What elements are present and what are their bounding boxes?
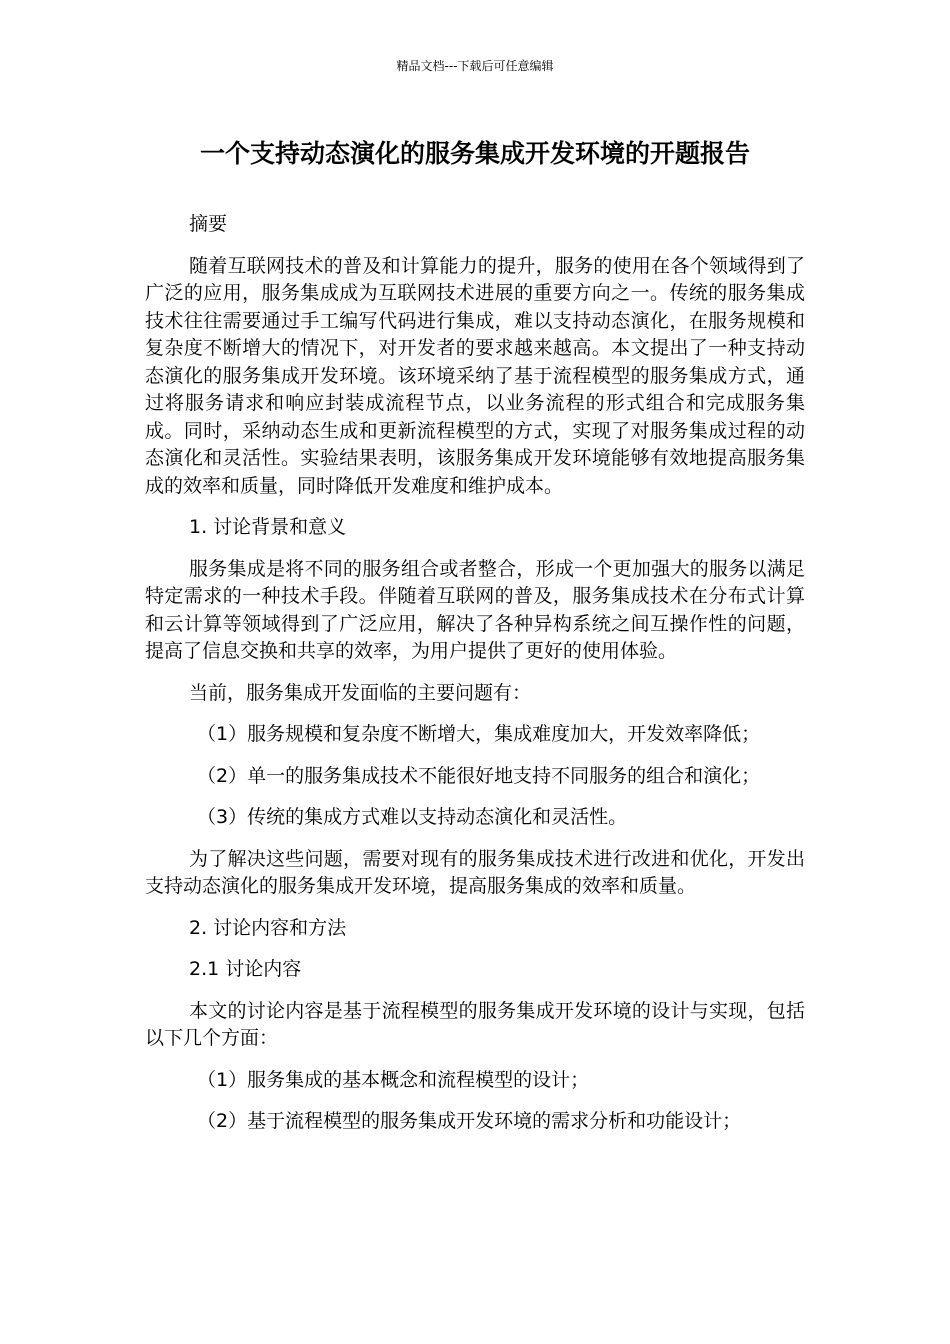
page-header-note: 精品文档---下载后可任意编辑 <box>396 59 554 73</box>
list-item: （2）基于流程模型的服务集成开发环境的需求分析和功能设计； <box>197 1110 742 1132</box>
body-paragraph: 随着互联网技术的普及和计算能力的提升，服务的使用在各个领域得到了广泛的应用，服务集成成为互联网技术进展的重要方向之一。传统的服务集成技术往往需要通过手工编写代码进行集成，难以支持动态演化，在服务规模和复杂度不断增大的情况下，对开发者的要求越来越高。本文提出了一种支持动态演化的服务集成开发环境。该环境采纳了基于流程模型的服务集成方式，通过将服务请求和响应封装成流程节点，以业务流程的形式组合和完成服务集成。同时，采纳动态生成和更新流程模型的方式，实现了对服务集成过程的动态演化和灵活性。实验结果表明，该服务集成开发环境能够有效地提高服务集成的效率和质量，同时降低开发难度和维护成本。 <box>145 254 805 497</box>
subsection-heading: 2.1 讨论内容 <box>189 958 302 980</box>
document-body <box>145 211 805 1150</box>
document-title: 一个支持动态演化的服务集成开发环境的开题报告 <box>199 139 750 168</box>
list-item: （1）服务规模和复杂度不断增大，集成难度加大，开发效率降低； <box>197 723 761 745</box>
section-heading: 1. 讨论背景和意义 <box>189 516 347 538</box>
list-item: （1）服务集成的基本概念和流程模型的设计； <box>197 1068 590 1091</box>
section-heading: 摘要 <box>189 213 228 235</box>
list-item: （2）单一的服务集成技术不能很好地支持不同服务的组合和演化； <box>197 764 761 787</box>
body-paragraph: 服务集成是将不同的服务组合或者整合，形成一个更加强大的服务以满足特定需求的一种技术手段。伴随着互联网的普及，服务集成技术在分布式计算和云计算等领域得到了广泛应用，解决了各种异构系统之间互操作性的问题，提高了信息交换和共享的效率，为用户提供了更好的使用体验。 <box>145 557 805 662</box>
body-paragraph: 本文的讨论内容是基于流程模型的服务集成开发环境的设计与实现，包括以下几个方面： <box>145 999 805 1049</box>
list-item: （3）传统的集成方式难以支持动态演化和灵活性。 <box>197 806 628 828</box>
body-paragraph: 为了解决这些问题，需要对现有的服务集成技术进行改进和优化，开发出支持动态演化的服务集成开发环境，提高服务集成的效率和质量。 <box>145 847 805 897</box>
section-heading: 2. 讨论内容和方法 <box>189 916 347 939</box>
body-paragraph: 当前，服务集成开发面临的主要问题有： <box>189 681 532 704</box>
